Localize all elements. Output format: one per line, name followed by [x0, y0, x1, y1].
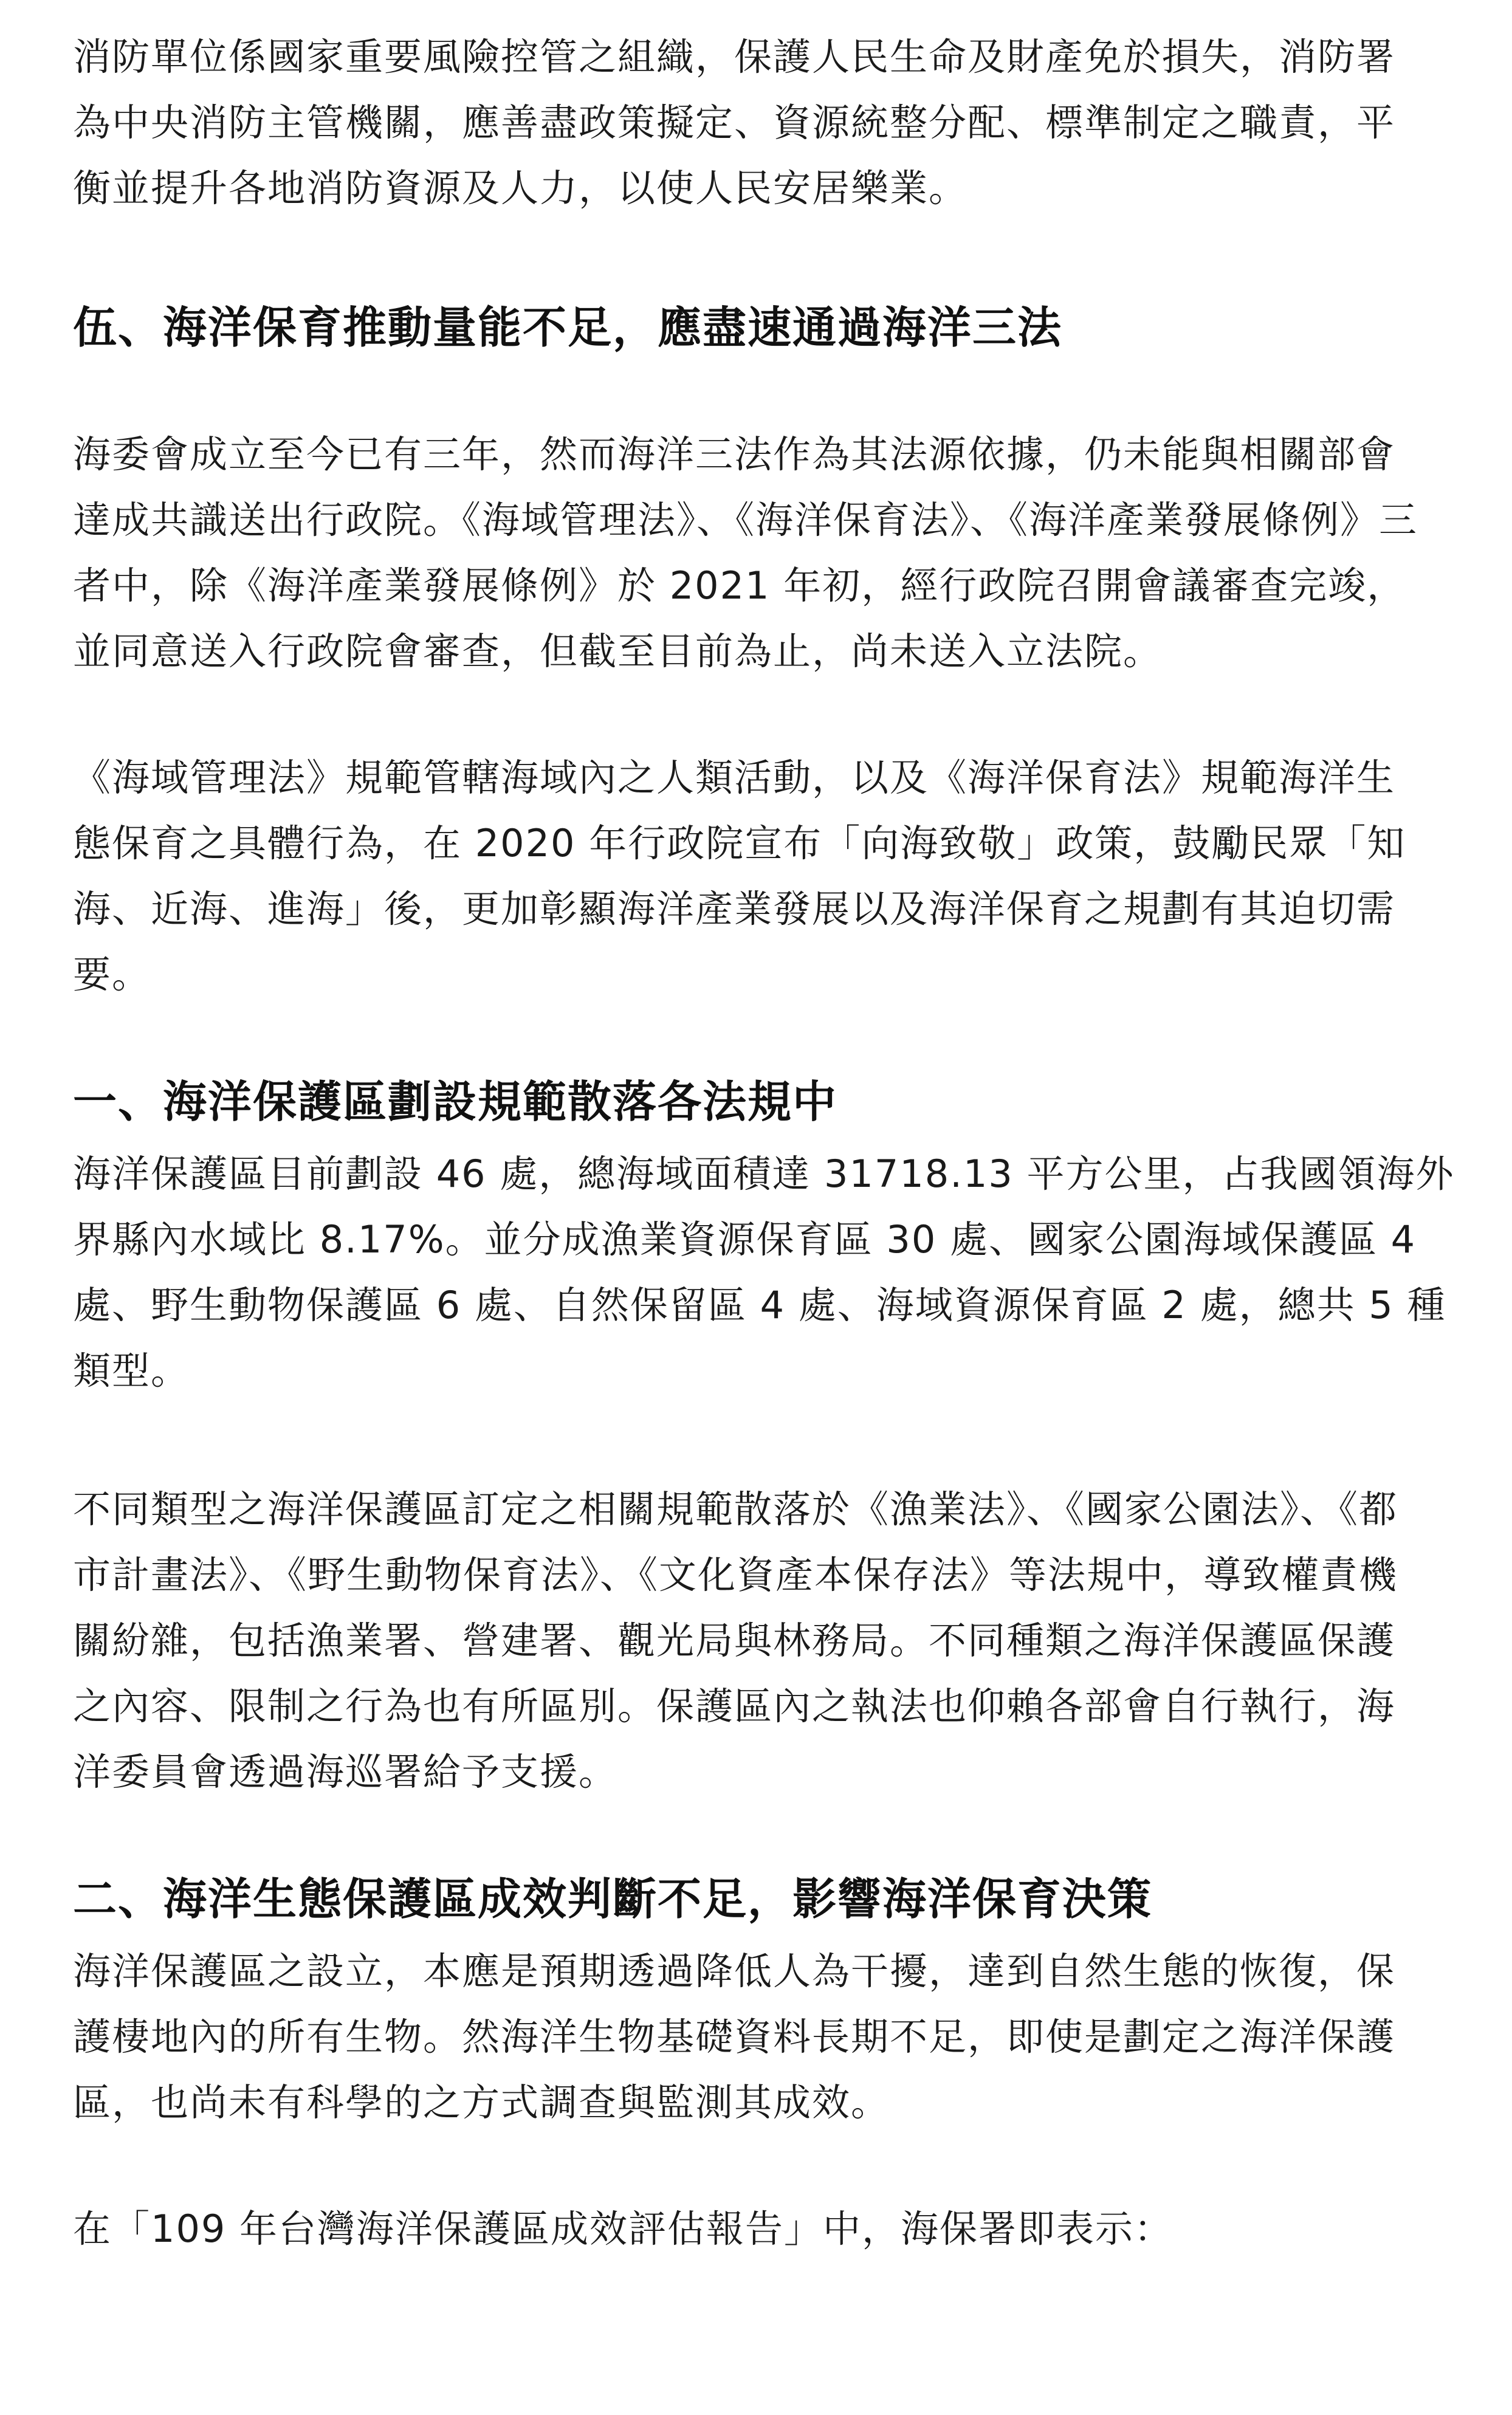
subsection-1-heading: 一、海洋保護區劃設規範散落各法規中: [73, 1076, 838, 1127]
section-5-heading: 伍、海洋保育推動量能不足，應盡速通過海洋三法: [73, 302, 1063, 353]
subsection-1-paragraph-2: 不同類型之海洋保護區訂定之相關規範散落於《漁業法》、《國家公園法》、《都 市計畫法》、《野生動物保育法》、《文化資產本保存法》等法規中，導致權責機 關紛雜，包括漁業署、營建署、觀光局與林務局。不同種類之海洋保護區保護 之內容、限制之行為也有所區別。保護區內之執法也仰賴各部會自行執行，海 洋委員會透過海巡署給予支援。: [73, 1487, 1398, 1794]
subsection-2-paragraph-2: 在「109 年台灣海洋保護區成效評估報告」中，海保署即表示：: [73, 2207, 1174, 2251]
section-5-paragraph-2: 《海域管理法》規範管轄海域內之人類活動，以及《海洋保育法》規範海洋生 態保育之具體行為，在 2020 年行政院宣布「向海致敬」政策，鼓勵民眾「知 海、近海、進海」後，更加彰顯海洋產業發展以及海洋保育之規劃有其迫切需 要。: [73, 755, 1406, 997]
subsection-2-heading: 二、海洋生態保護區成效判斷不足，影響海洋保育決策: [73, 1874, 1153, 1925]
section-5-paragraph-1: 海委會成立至今已有三年，然而海洋三法作為其法源依據，仍未能與相關部會 達成共識送出行政院。《海域管理法》、《海洋保育法》、《海洋產業發展條例》三 者中，除《海洋產業發展條例》於 2021 年初，經行政院召開會議審查完竣， 並同意送入行政院會審查，但截至目前為止，尚未送入立法院。: [73, 432, 1418, 673]
intro-paragraph: 消防單位係國家重要風險控管之組織，保護人民生命及財產免於損失，消防署 為中央消防主管機關，應善盡政策擬定、資源統整分配、標準制定之職責，平 衡並提升各地消防資源及人力，以使人民安居樂業。: [73, 35, 1396, 210]
document-page: [73, 24, 1459, 2262]
subsection-1-paragraph-1: 海洋保護區目前劃設 46 處，總海域面積達 31718.13 平方公里，占我國領海外 界縣內水域比 8.17%。並分成漁業資源保育區 30 處、國家公園海域保護區 4 處、野生動物保護區 6 處、自然保留區 4 處、海域資源保育區 2 處，總共 5 種 類型。: [73, 1152, 1455, 1393]
subsection-2-paragraph-1: 海洋保護區之設立，本應是預期透過降低人為干擾，達到自然生態的恢復，保 護棲地內的所有生物。然海洋生物基礎資料長期不足，即使是劃定之海洋保護 區，也尚未有科學的之方式調查與監測其成效。: [73, 1949, 1396, 2125]
